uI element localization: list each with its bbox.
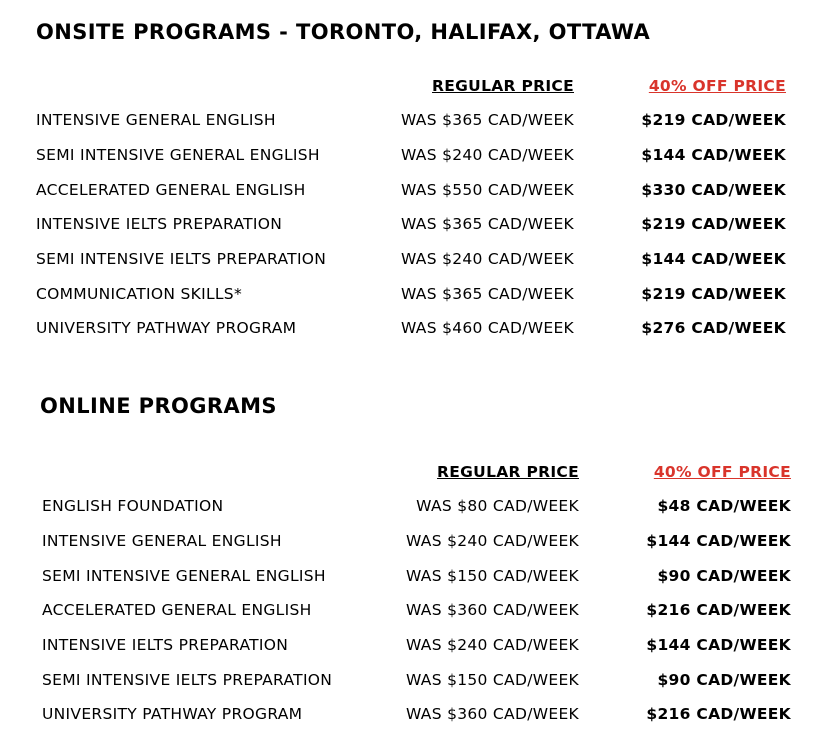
program-name: UNIVERSITY PATHWAY PROGRAM (36, 319, 297, 338)
regular-price: WAS $365 CAD/WEEK (401, 111, 574, 130)
table-row (42, 697, 791, 732)
table-header-row (42, 455, 791, 489)
table-row (36, 242, 786, 277)
onsite-price-table (36, 69, 786, 346)
table-row (36, 138, 786, 173)
table-row (42, 524, 791, 559)
table-row (36, 172, 786, 207)
regular-price: WAS $550 CAD/WEEK (401, 180, 574, 199)
regular-price: WAS $360 CAD/WEEK (406, 705, 579, 724)
program-name: SEMI INTENSIVE IELTS PREPARATION (36, 250, 327, 269)
discount-price-header: 40% OFF PRICE (653, 463, 791, 481)
program-name: ACCELERATED GENERAL ENGLISH (42, 601, 312, 620)
program-name: ENGLISH FOUNDATION (42, 497, 224, 516)
table-row (42, 628, 791, 663)
discount-price-header: 40% OFF PRICE (648, 77, 786, 95)
table-row (42, 489, 791, 524)
regular-price: WAS $365 CAD/WEEK (401, 284, 574, 303)
discount-price: $90 CAD/WEEK (657, 566, 791, 585)
discount-price: $219 CAD/WEEK (641, 111, 786, 130)
discount-price: $90 CAD/WEEK (657, 670, 791, 689)
program-name: INTENSIVE IELTS PREPARATION (42, 636, 289, 655)
table-row (36, 207, 786, 242)
program-name: INTENSIVE GENERAL ENGLISH (36, 111, 276, 130)
discount-price: $219 CAD/WEEK (641, 284, 786, 303)
regular-price: WAS $150 CAD/WEEK (406, 670, 579, 689)
regular-price: WAS $460 CAD/WEEK (401, 319, 574, 338)
program-column-header (36, 69, 376, 103)
discount-price: $144 CAD/WEEK (646, 636, 791, 655)
regular-price: WAS $360 CAD/WEEK (406, 601, 579, 620)
discount-price: $276 CAD/WEEK (641, 319, 786, 338)
regular-price: WAS $240 CAD/WEEK (406, 636, 579, 655)
program-name: UNIVERSITY PATHWAY PROGRAM (42, 705, 303, 724)
regular-price-header: REGULAR PRICE (437, 463, 579, 481)
program-name: INTENSIVE IELTS PREPARATION (36, 215, 283, 234)
discount-price: $144 CAD/WEEK (646, 532, 791, 551)
online-section-title: ONLINE PROGRAMS (40, 394, 277, 418)
program-name: INTENSIVE GENERAL ENGLISH (42, 532, 282, 551)
discount-price: $216 CAD/WEEK (646, 601, 791, 620)
program-column-header (42, 455, 382, 489)
online-price-table (42, 455, 791, 732)
table-row (42, 558, 791, 593)
regular-price: WAS $240 CAD/WEEK (406, 532, 579, 551)
discount-price: $216 CAD/WEEK (646, 705, 791, 724)
regular-price-header: REGULAR PRICE (432, 77, 574, 95)
table-header-row (36, 69, 786, 103)
discount-price: $219 CAD/WEEK (641, 215, 786, 234)
regular-price: WAS $240 CAD/WEEK (401, 146, 574, 165)
regular-price: WAS $150 CAD/WEEK (406, 566, 579, 585)
discount-price: $330 CAD/WEEK (641, 180, 786, 199)
program-name: SEMI INTENSIVE GENERAL ENGLISH (42, 566, 326, 585)
discount-price: $144 CAD/WEEK (641, 250, 786, 269)
regular-price: WAS $80 CAD/WEEK (416, 497, 579, 516)
regular-price: WAS $365 CAD/WEEK (401, 215, 574, 234)
program-name: SEMI INTENSIVE GENERAL ENGLISH (36, 146, 320, 165)
program-name: SEMI INTENSIVE IELTS PREPARATION (42, 670, 333, 689)
table-row (36, 103, 786, 138)
table-row (42, 593, 791, 628)
discount-price: $48 CAD/WEEK (657, 497, 791, 516)
program-name: COMMUNICATION SKILLS* (36, 284, 242, 303)
regular-price: WAS $240 CAD/WEEK (401, 250, 574, 269)
table-row (42, 662, 791, 697)
discount-price: $144 CAD/WEEK (641, 146, 786, 165)
table-row (36, 276, 786, 311)
table-row (36, 311, 786, 346)
onsite-section-title: ONSITE PROGRAMS - TORONTO, HALIFAX, OTTAWA (36, 20, 651, 44)
program-name: ACCELERATED GENERAL ENGLISH (36, 180, 306, 199)
